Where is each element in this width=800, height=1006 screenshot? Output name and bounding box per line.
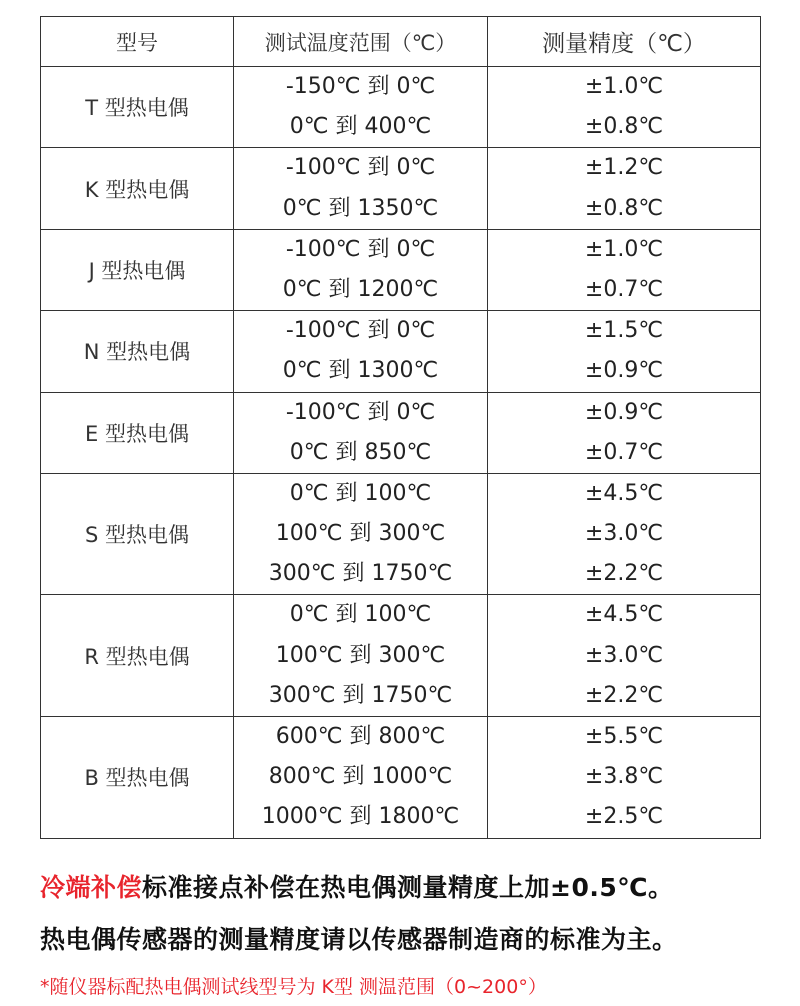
accuracy-cell — [488, 229, 761, 310]
accuracy-cell — [488, 67, 761, 148]
range-cell — [234, 311, 488, 392]
temperature-range: -150℃ 到 0℃ — [285, 74, 436, 99]
measurement-accuracy: ±0.8℃ — [584, 114, 664, 140]
table-body — [41, 67, 761, 839]
thermocouple-type: N 型热电偶 — [41, 311, 234, 392]
thermocouple-type: E 型热电偶 — [41, 392, 234, 473]
notes — [40, 862, 780, 999]
temperature-range: 300℃ 到 1750℃ — [268, 561, 453, 587]
temperature-range: -100℃ 到 0℃ — [285, 399, 436, 425]
temperature-range: 0℃ 到 400℃ — [289, 114, 432, 140]
measurement-accuracy: ±0.7℃ — [584, 439, 664, 465]
note-cold-junction — [40, 862, 780, 914]
measurement-accuracy: ±1.2℃ — [584, 155, 664, 181]
range-cell — [234, 148, 488, 229]
thermocouple-type: S 型热电偶 — [41, 473, 234, 595]
temperature-range: -100℃ 到 0℃ — [285, 318, 436, 344]
temperature-range: 100℃ 到 300℃ — [275, 521, 446, 547]
measurement-accuracy: ±5.5℃ — [584, 724, 664, 749]
measurement-accuracy: ±1.0℃ — [584, 74, 664, 99]
accuracy-cell — [488, 717, 761, 839]
temperature-range: 0℃ 到 1350℃ — [282, 195, 439, 221]
temperature-range: 100℃ 到 300℃ — [275, 642, 446, 668]
thermocouple-type: J 型热电偶 — [41, 229, 234, 310]
measurement-accuracy: ±0.9℃ — [584, 399, 664, 425]
accuracy-cell — [488, 392, 761, 473]
range-cell — [234, 229, 488, 310]
thermocouple-spec-table — [40, 16, 761, 839]
table-row — [41, 311, 761, 392]
measurement-accuracy: ±2.2℃ — [584, 561, 664, 587]
range-cell — [234, 67, 488, 148]
measurement-accuracy: ±3.0℃ — [584, 642, 664, 668]
thermocouple-type: T 型热电偶 — [41, 67, 234, 148]
temperature-range: 600℃ 到 800℃ — [275, 724, 446, 749]
accuracy-cell — [488, 311, 761, 392]
measurement-accuracy: ±0.9℃ — [584, 358, 664, 384]
thermocouple-type: K 型热电偶 — [41, 148, 234, 229]
temperature-range: 1000℃ 到 1800℃ — [261, 804, 460, 830]
table-row — [41, 67, 761, 148]
temperature-range: 800℃ 到 1000℃ — [268, 764, 453, 790]
temperature-range: -100℃ 到 0℃ — [285, 236, 436, 262]
measurement-accuracy: ±3.0℃ — [584, 521, 664, 547]
measurement-accuracy: ±1.5℃ — [584, 318, 664, 344]
temperature-range: 0℃ 到 100℃ — [289, 480, 432, 506]
temperature-range: 0℃ 到 1300℃ — [282, 358, 439, 384]
header-accuracy: 测量精度（℃） — [488, 17, 761, 67]
thermocouple-type: B 型热电偶 — [41, 717, 234, 839]
range-cell — [234, 392, 488, 473]
accuracy-cell — [488, 473, 761, 595]
temperature-range: 300℃ 到 1750℃ — [268, 682, 453, 708]
note-manufacturer: 热电偶传感器的测量精度请以传感器制造商的标准为主。 — [40, 925, 678, 954]
table-row — [41, 229, 761, 310]
measurement-accuracy: ±1.0℃ — [584, 236, 664, 262]
measurement-accuracy: ±0.7℃ — [584, 276, 664, 302]
header-range: 测试温度范围（℃） — [234, 17, 488, 67]
measurement-accuracy: ±0.8℃ — [584, 195, 664, 221]
range-cell — [234, 595, 488, 717]
measurement-accuracy: ±3.8℃ — [584, 764, 664, 790]
range-cell — [234, 717, 488, 839]
note-default-probe: *随仪器标配热电偶测试线型号为 K型 测温范围（0~200°） — [40, 976, 547, 998]
measurement-accuracy: ±4.5℃ — [584, 602, 664, 628]
thermocouple-type: R 型热电偶 — [41, 595, 234, 717]
table-row — [41, 148, 761, 229]
table-row — [41, 717, 761, 839]
temperature-range: 0℃ 到 850℃ — [289, 439, 432, 465]
temperature-range: -100℃ 到 0℃ — [285, 155, 436, 181]
measurement-accuracy: ±4.5℃ — [584, 480, 664, 506]
range-cell — [234, 473, 488, 595]
accuracy-cell — [488, 595, 761, 717]
table-row — [41, 473, 761, 595]
note-cold-junction-highlight: 冷端补偿 — [40, 873, 143, 902]
measurement-accuracy: ±2.5℃ — [584, 804, 664, 830]
accuracy-cell — [488, 148, 761, 229]
table-header-row — [41, 17, 761, 67]
temperature-range: 0℃ 到 100℃ — [289, 602, 432, 628]
measurement-accuracy: ±2.2℃ — [584, 682, 664, 708]
note-cold-junction-text: 标准接点补偿在热电偶测量精度上加±0.5℃。 — [142, 873, 674, 902]
header-type: 型号 — [41, 17, 234, 67]
temperature-range: 0℃ 到 1200℃ — [282, 276, 439, 302]
table-row — [41, 392, 761, 473]
table-row — [41, 595, 761, 717]
